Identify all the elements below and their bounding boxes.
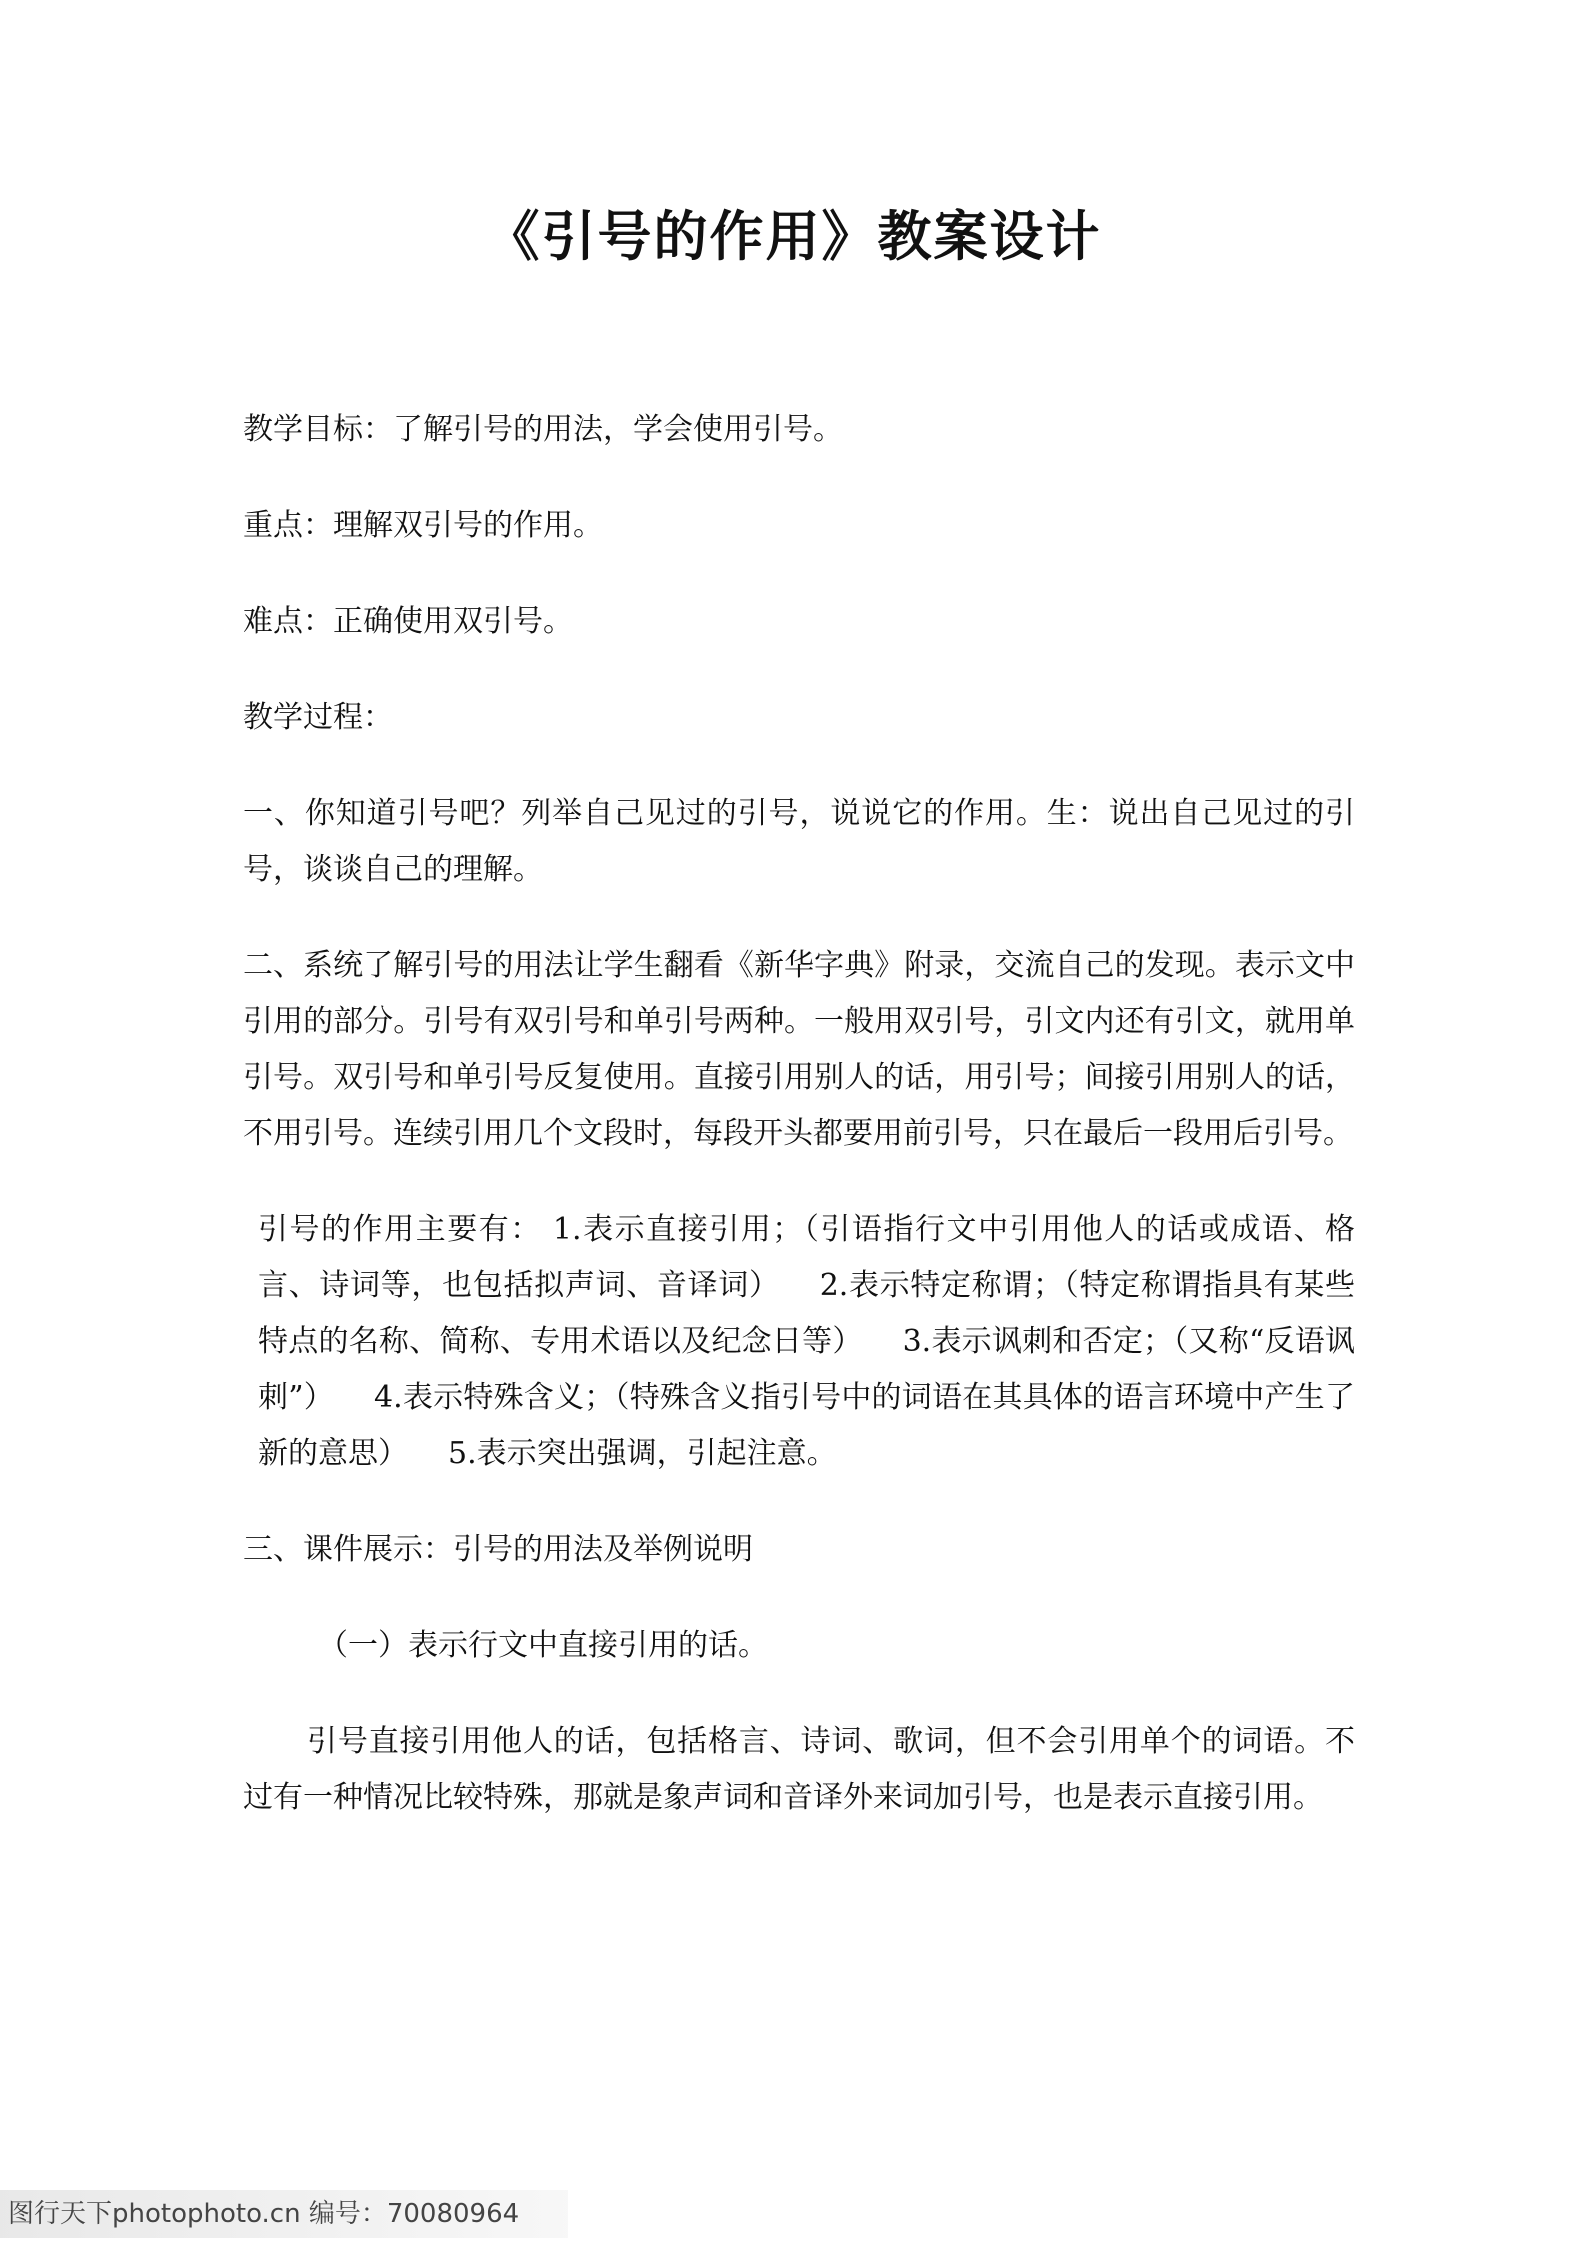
- key-point: 重点：理解双引号的作用。: [243, 508, 603, 543]
- step-two: 二、系统了解引号的用法让学生翻看《新华字典》附录，交流自己的发现。表示文中引用的部分。引号有双引号和单引号两种。一般用双引号，引文内还有引文，就用单引号。双引号和单引号反复使用。直接引用别人的话，用引号；间接引用别人的话，不用引号。连续引用几个文段时，每段开头都要用前引号，只在最后一段用后引号。: [243, 948, 1355, 1151]
- teaching-goal: 教学目标：了解引号的用法，学会使用引号。: [243, 412, 843, 447]
- function-item: 2.表示特定称谓；（特定称谓指具有某些特点的名称、简称、专用术语以及纪念日等）: [258, 1268, 1355, 1359]
- subsection-one-body: 引号直接引用他人的话，包括格言、诗词、歌词，但不会引用单个的词语。不过有一种情况比较特殊，那就是象声词和音译外来词加引号，也是表示直接引用。: [243, 1724, 1355, 1815]
- function-item: 1.表示直接引用；（引语指行文中引用他人的话或成语、格言、诗词等，也包括拟声词、音译词）: [258, 1212, 1355, 1303]
- function-item: 4.表示特殊含义；（特殊含义指引号中的词语在其具体的语言环境中产生了新的意思）: [258, 1380, 1355, 1471]
- quote-functions: [243, 1202, 1355, 1482]
- step-one: 一、你知道引号吧？列举自己见过的引号，说说它的作用。生：说出自己见过的引号，谈谈自己的理解。: [243, 796, 1355, 887]
- subsection-one-heading: （一）表示行文中直接引用的话。: [318, 1628, 768, 1663]
- function-item: 3.表示讽刺和否定；（又称“反语讽刺”）: [258, 1324, 1355, 1415]
- page-title: 《引号的作用》教案设计: [485, 204, 1102, 268]
- function-item: 5.表示突出强调，引起注意。: [448, 1436, 837, 1471]
- step-three: 三、课件展示：引号的用法及举例说明: [243, 1532, 753, 1567]
- document-body: [243, 402, 1355, 1866]
- difficulty: 难点：正确使用双引号。: [243, 604, 573, 639]
- teaching-process-heading: 教学过程：: [243, 700, 393, 735]
- functions-lead: 引号的作用主要有：: [258, 1212, 542, 1247]
- watermark-banner: 图行天下photophoto.cn 编号：70080964: [0, 2190, 568, 2238]
